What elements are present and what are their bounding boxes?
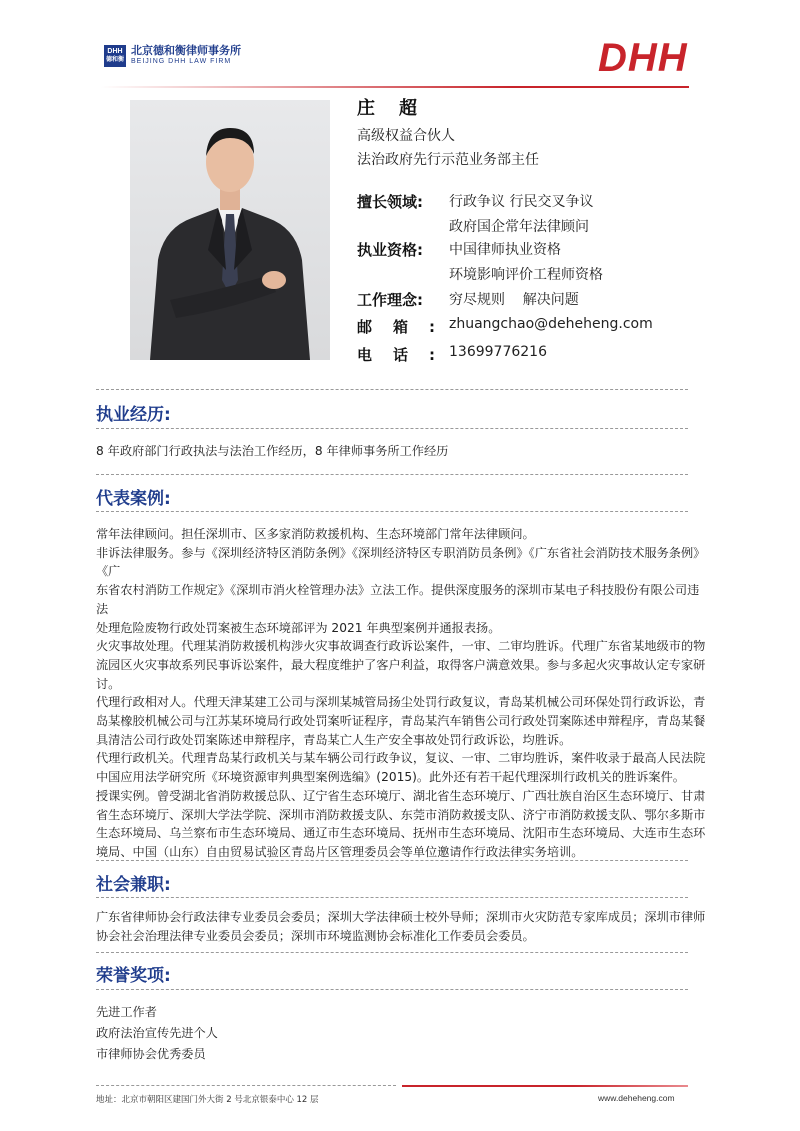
case-line: 生态环境局、乌兰察布市生态环境局、通辽市生态环境局、抚州市生态环境局、沈阳市生态环境局、大连市生态环 <box>96 826 706 841</box>
case-line: 处理危险废物行政处罚案被生态环境部评为 2021 年典型案例并通报表扬。 <box>96 620 501 635</box>
logo-mark-line1: DHH <box>107 47 123 55</box>
honors-list <box>96 1002 708 1065</box>
case-line: 境局、中国（山东）自由贸易试验区青岛片区管理委员会等单位邀请作行政法律实务培训。 <box>96 844 584 859</box>
logo-mark-line2: 德和衡 <box>105 56 124 63</box>
experience-text: 8 年政府部门行政执法与法治工作经历，8 年律师事务所工作经历 <box>96 444 449 458</box>
case-line: 代理行政机关。代理青岛某行政机关与某车辆公司行政争议，复议、一审、二审均胜诉，案件收录于最高人民法院 <box>96 751 706 766</box>
firm-name-en: BEIJING DHH LAW FIRM <box>131 58 232 65</box>
footer-divider <box>96 1085 396 1086</box>
case-line: 常年法律顾问。担任深圳市、区多家消防救援机构、生态环境部门常年法律顾问。 <box>96 527 535 541</box>
footer-accent-rule <box>402 1085 688 1087</box>
divider <box>96 860 688 861</box>
label-qualification: 执业资格: <box>357 241 423 259</box>
divider <box>96 428 688 429</box>
label-phone: 电话: <box>357 346 456 364</box>
case-line: 岛某橡胶机械公司与江苏某环境局行政处罚案听证程序，青岛某汽车销售公司行政处罚案陈述申辩程序，青岛某餐 <box>96 714 706 729</box>
logo-mark <box>104 45 126 67</box>
value-qualification-2: 环境影响评价工程师资格 <box>449 267 603 283</box>
section-title-cases: 代表案例: <box>96 489 171 509</box>
divider <box>96 389 688 390</box>
footer-address: 地址：北京市朝阳区建国门外大街 2 号北京银泰中心 12 层 <box>96 1095 319 1105</box>
cases-text <box>96 525 708 862</box>
case-line: 具清洁公司行政处罚案陈述申辩程序，青岛某亡人生产安全事故处罚行政诉讼，均胜诉。 <box>96 732 572 747</box>
firm-logo <box>104 44 241 67</box>
social-line: 广东省律师协会行政法律专业委员会委员；深圳大学法律硕士校外导师；深圳市火灾防范专家库成员；深圳市律师 <box>96 910 706 924</box>
person-title-2: 法治政府先行示范业务部主任 <box>357 152 539 168</box>
case-line: 火灾事故处理。代理某消防救援机构涉火灾事故调查行政诉讼案件，一审、二审均胜诉。代理广东省某地级市的物 <box>96 639 706 654</box>
person-title-1: 高级权益合伙人 <box>357 128 455 144</box>
divider <box>96 474 688 475</box>
case-line: 中国应用法学研究所《环境资源审判典型案例选编》(2015)。此外还有若干起代理深圳行政机关的胜诉案件。 <box>96 770 685 785</box>
label-email: 邮箱: <box>357 318 456 336</box>
footer-website[interactable]: www.deheheng.com <box>598 1093 675 1103</box>
section-title-honors: 荣誉奖项: <box>96 966 171 986</box>
label-expertise: 擅长领域: <box>357 193 423 211</box>
brand-mark: DHH <box>598 36 688 80</box>
case-line: 讨。 <box>96 676 121 691</box>
firm-name-cn: 北京德和衡律师事务所 <box>131 44 241 57</box>
label-philosophy: 工作理念: <box>357 291 423 309</box>
case-line: 非诉法律服务。参与《深圳经济特区消防条例》《深圳经济特区专职消防员条例》《广东省社会消防技术服务条例》《广 <box>96 545 706 579</box>
case-line: 省生态环境厅、深圳大学法学院、深圳市消防救援支队、东莞市消防救援支队、济宁市消防救援支队、鄂尔多斯市 <box>96 807 706 822</box>
value-phone: 13699776216 <box>449 344 547 360</box>
honor-item: 先进工作者 <box>96 1005 157 1019</box>
divider <box>96 897 688 898</box>
value-expertise-1: 行政争议 行民交叉争议 <box>449 194 594 210</box>
value-expertise-2: 政府国企常年法律顾问 <box>449 219 589 235</box>
honor-item: 市律师协会优秀委员 <box>96 1047 206 1061</box>
divider <box>96 989 688 990</box>
section-title-social: 社会兼职: <box>96 875 171 895</box>
social-text <box>96 908 708 945</box>
divider <box>96 952 688 953</box>
social-line: 协会社会治理法律专业委员会委员；深圳市环境监测协会标准化工作委员会委员。 <box>96 928 535 943</box>
divider <box>96 511 688 512</box>
header-rule <box>101 86 689 88</box>
value-email[interactable]: zhuangchao@deheheng.com <box>449 316 653 332</box>
section-title-experience: 执业经历: <box>96 405 171 425</box>
value-philosophy: 穷尽规则 解决问题 <box>449 292 579 308</box>
case-line: 东省农村消防工作规定》《深圳市消火栓管理办法》立法工作。提供深度服务的深圳市某电子科技股份有限公司违法 <box>96 583 700 616</box>
portrait-photo <box>130 100 330 360</box>
honor-item: 政府法治宣传先进个人 <box>96 1026 218 1040</box>
case-line: 代理行政相对人。代理天津某建工公司与深圳某城管局扬尘处罚行政复议，青岛某机械公司环保处罚行政诉讼，青 <box>96 695 706 710</box>
person-name: 庄超 <box>357 98 441 119</box>
case-line: 流园区火灾事故系列民事诉讼案件，最大程度维护了客户利益，取得客户满意效果。参与多起火灾事故认定专家研 <box>96 657 706 672</box>
case-line: 授课实例。曾受湖北省消防救援总队、辽宁省生态环境厅、湖北省生态环境厅、广西壮族自治区生态环境厅、甘肃 <box>96 788 706 803</box>
value-qualification-1: 中国律师执业资格 <box>449 242 561 258</box>
